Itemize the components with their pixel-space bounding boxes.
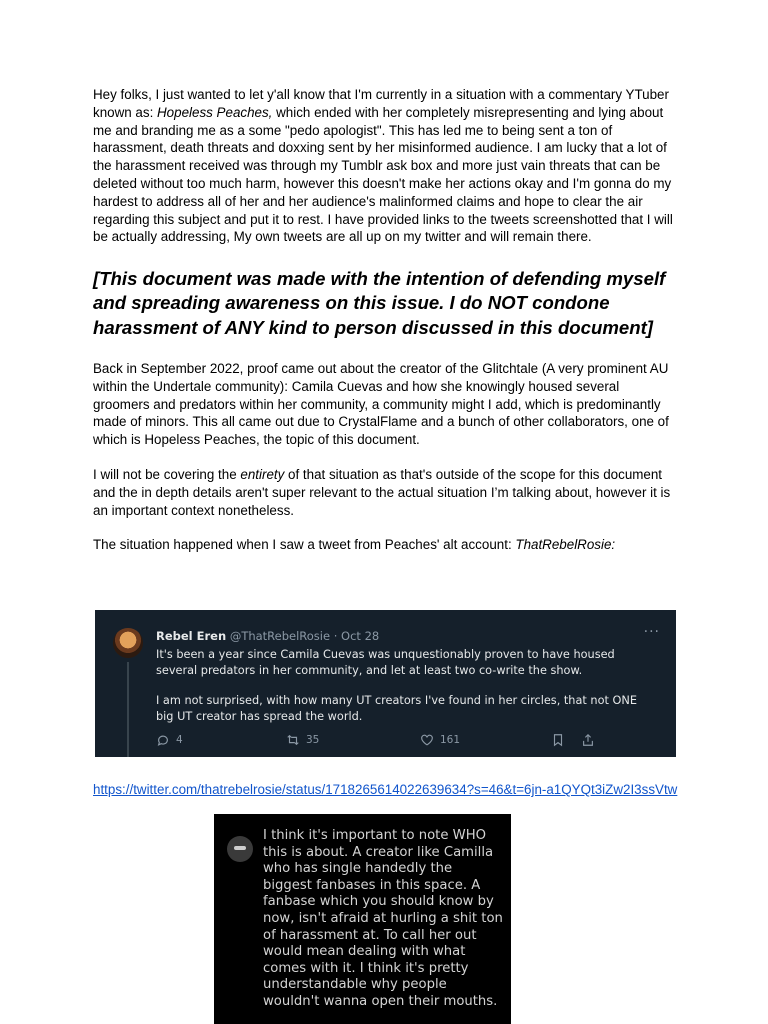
like-action: [420, 733, 460, 747]
more-options-icon: ···: [643, 624, 660, 640]
tweet-handle-date: @ThatRebelRosie · Oct 28: [229, 629, 380, 643]
intro-text-a: Hey folks, I just wanted to let y'all know that I'm currently in a situation with a commentary YTuber known as:: [93, 87, 669, 120]
tweet-text: [156, 647, 656, 724]
background-paragraph: Back in September 2022, proof came out about the creator of the Glitchtale (A very prominent AU within the Undertale community): Camila Cuevas and how she knowingly housed several groomers and predators within her community, a community might I add, which is predominantly made of minors. This all came out due to CrystalFlame and a bunch of other collaborators, one of which is Hopeless Peaches, the topic of this document.: [93, 361, 669, 448]
reply-text: I think it's important to note WHO this is about. A creator like Camilla who has single handedly the biggest fanbases in this space. A fanbase which you should know by now, isn't afraid at hurling a shit ton of harassment at. To call her out would mean dealing with what comes with it. I think it's pretty understandable why people wouldn't wanna open their mouths.: [263, 828, 503, 1009]
bookmark-icon: [551, 733, 565, 747]
document-body: [93, 86, 678, 554]
thread-line: [127, 662, 129, 757]
scope-text-b: of that situation as that's outside of the scope for this document and the in depth details aren't super relevant to the actual situation I’m talking about, however it is an important context nonetheless.: [93, 467, 671, 518]
heart-icon: [420, 733, 434, 747]
share-action: [581, 733, 595, 747]
alt-account-name: ThatRebelRosie:: [515, 537, 616, 553]
intro-paragraph: [93, 86, 678, 246]
intro-channel-name: Hopeless Peaches,: [157, 104, 273, 120]
avatar: [113, 628, 143, 658]
situation-text: The situation happened when I saw a tweet from Peaches' alt account:: [93, 537, 516, 553]
reply-action: [156, 733, 183, 747]
tweet-text-line-2: I am not surprised, with how many UT creators I've found in her circles, that not ONE big UT creator has spread the world.: [156, 694, 637, 723]
tweet-screenshot: [95, 610, 676, 757]
like-count: 161: [440, 734, 461, 746]
retweet-action: [286, 733, 319, 747]
tweet-link[interactable]: https://twitter.com/thatrebelrosie/status/1718265614022639634?s=46&t=6jn-a1QYQt3iZw2I3ssVtw: [93, 782, 678, 797]
tweet-text-line-1: It's been a year since Camila Cuevas was unquestionably proven to have housed several predators in her community, and let at least two co-write the show.: [156, 648, 615, 677]
avatar: [227, 836, 253, 862]
reply-icon: [156, 733, 170, 747]
tweet-author-name: Rebel Eren: [156, 629, 227, 643]
tweet-header: [156, 629, 379, 643]
situation-paragraph: [93, 536, 678, 554]
bookmark-action: [551, 733, 565, 747]
scope-paragraph: [93, 466, 678, 519]
reply-count: 4: [176, 734, 183, 746]
intro-text-b: which ended with her completely misrepresenting and lying about me and branding me as a some "pedo apologist". This has led me to being sent a ton of harassment, death threats and doxxing sent by her misinformed audience. I am lucky that a lot of the harassment received was through my Tumblr ask box and more just vain threats that can be deleted without too much harm, however this doesn't make her actions okay and I'm gonna do my hardest to address all of her and her audience's malinformed claims and hope to clear the air regarding this subject and put it to rest. I have provided links to the tweets screenshotted that I will be actually addressing, My own tweets are all up on my twitter and will remain there.: [93, 104, 673, 245]
scope-emphasis: entirety: [240, 467, 285, 483]
retweet-icon: [286, 733, 300, 747]
tweet-actions: [156, 733, 616, 751]
reply-screenshot: [214, 814, 511, 1024]
retweet-count: 35: [306, 734, 320, 746]
disclaimer-heading: [This document was made with the intention of defending myself and spreading awareness on this issue. I do NOT condone harassment of ANY kind to person discussed in this document]: [93, 268, 666, 338]
scope-text-a: I will not be covering the: [93, 467, 241, 483]
share-icon: [581, 733, 595, 747]
